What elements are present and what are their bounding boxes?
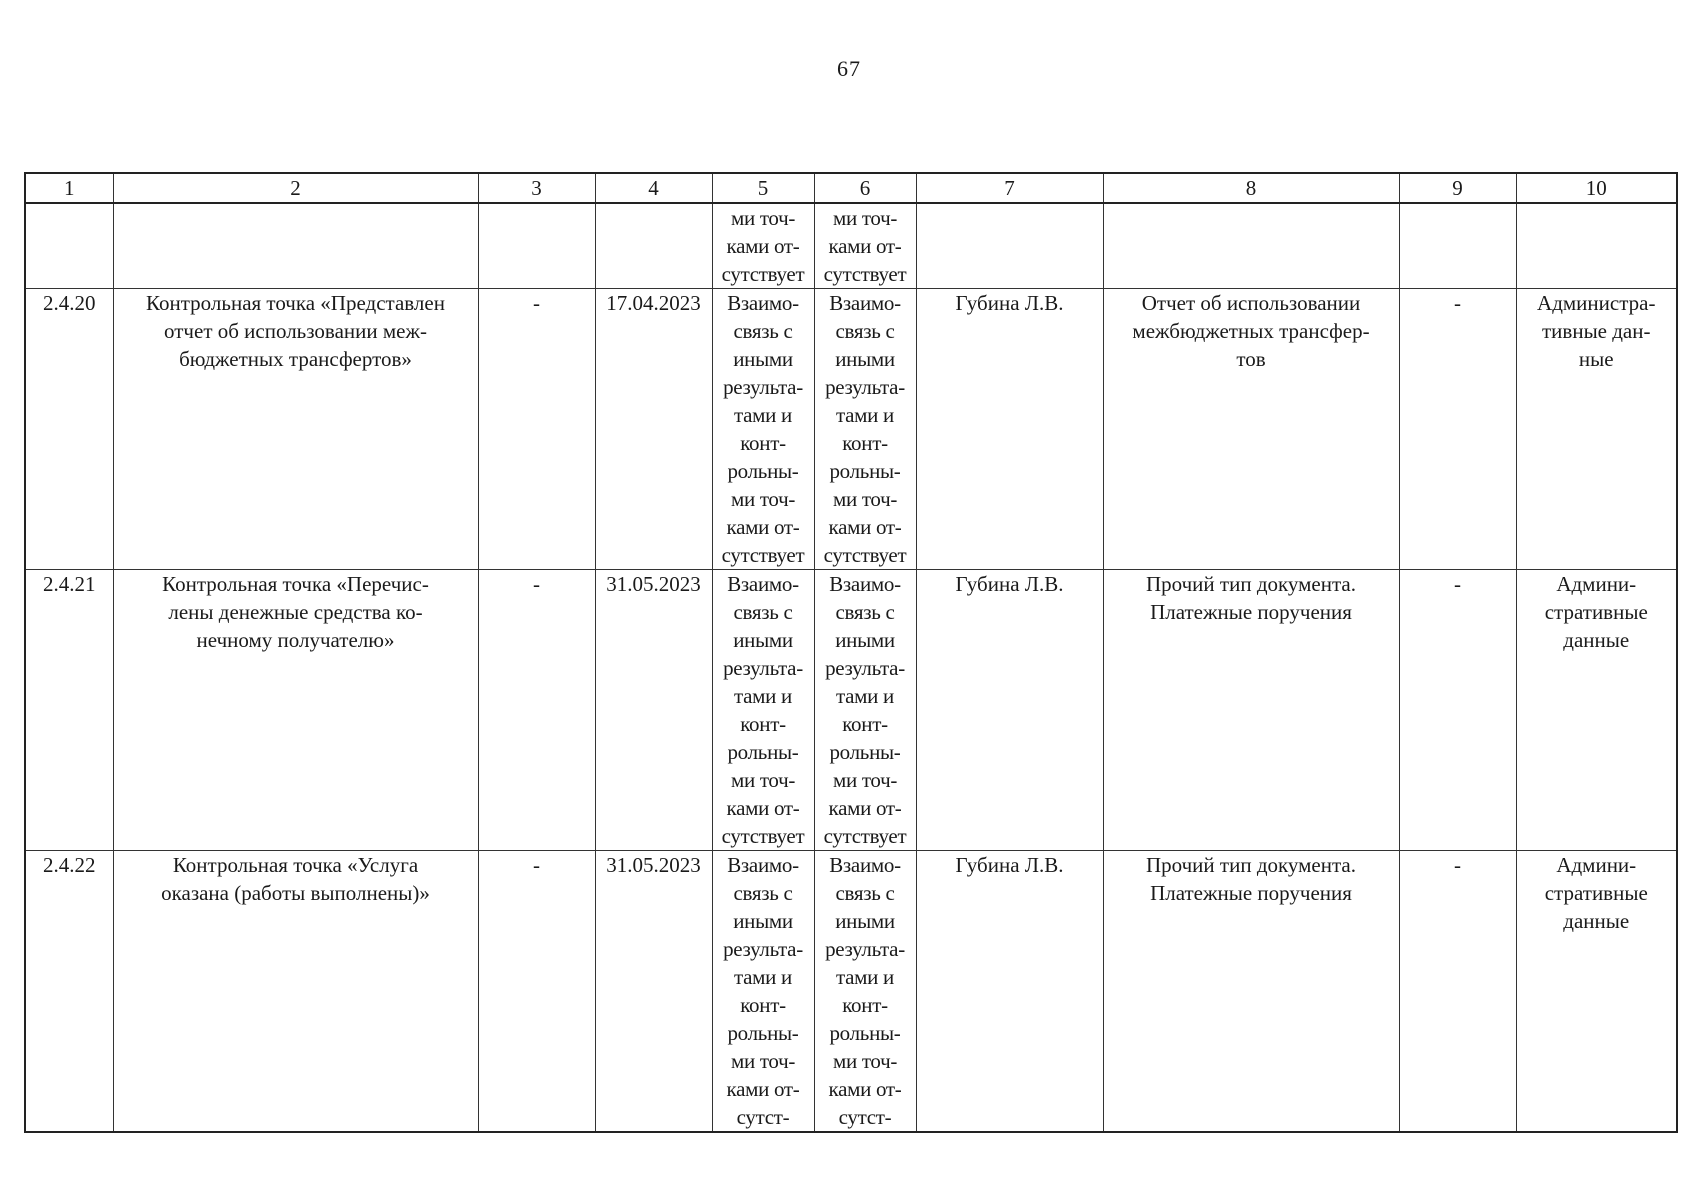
table-row-continuation	[25, 203, 1677, 289]
cell-name: Контрольная точка «Перечис- лены денежные средства ко- нечному получателю»	[113, 570, 478, 851]
cell-document: Прочий тип документа. Платежные поручения	[1103, 851, 1399, 1133]
cell-date	[595, 203, 712, 289]
cell-source: Админи- стративные данные	[1516, 570, 1677, 851]
cell-col3: -	[478, 851, 595, 1133]
cell-relation-6: Взаимо- связь с иными результа- тами и конт- рольны- ми точ- ками от- сутствует	[814, 289, 916, 570]
cell-relation-5: ми точ- ками от- сутствует	[712, 203, 814, 289]
cell-col9	[1399, 203, 1516, 289]
column-header-2: 2	[113, 173, 478, 203]
column-header-6: 6	[814, 173, 916, 203]
table-row	[25, 289, 1677, 570]
cell-col9: -	[1399, 570, 1516, 851]
control-points-table	[24, 172, 1678, 1133]
table-row	[25, 851, 1677, 1133]
cell-date: 17.04.2023	[595, 289, 712, 570]
cell-col9: -	[1399, 851, 1516, 1133]
column-header-7: 7	[916, 173, 1103, 203]
table-header-row	[25, 173, 1677, 203]
cell-document	[1103, 203, 1399, 289]
cell-relation-6: Взаимо- связь с иными результа- тами и конт- рольны- ми точ- ками от- сутст-	[814, 851, 916, 1133]
cell-responsible	[916, 203, 1103, 289]
cell-num	[25, 203, 113, 289]
cell-relation-5: Взаимо- связь с иными результа- тами и конт- рольны- ми точ- ками от- сутствует	[712, 570, 814, 851]
column-header-4: 4	[595, 173, 712, 203]
cell-date: 31.05.2023	[595, 851, 712, 1133]
page-number: 67	[837, 56, 861, 81]
cell-num: 2.4.22	[25, 851, 113, 1133]
cell-date: 31.05.2023	[595, 570, 712, 851]
column-header-9: 9	[1399, 173, 1516, 203]
cell-source: Администра- тивные дан- ные	[1516, 289, 1677, 570]
cell-relation-5: Взаимо- связь с иными результа- тами и конт- рольны- ми точ- ками от- сутст-	[712, 851, 814, 1133]
column-header-1: 1	[25, 173, 113, 203]
cell-name	[113, 203, 478, 289]
cell-name: Контрольная точка «Услуга оказана (работы выполнены)»	[113, 851, 478, 1133]
cell-num: 2.4.20	[25, 289, 113, 570]
cell-responsible: Губина Л.В.	[916, 570, 1103, 851]
cell-relation-6: Взаимо- связь с иными результа- тами и конт- рольны- ми точ- ками от- сутствует	[814, 570, 916, 851]
table-row	[25, 570, 1677, 851]
cell-source: Админи- стративные данные	[1516, 851, 1677, 1133]
column-header-10: 10	[1516, 173, 1677, 203]
column-header-5: 5	[712, 173, 814, 203]
column-header-8: 8	[1103, 173, 1399, 203]
cell-col9: -	[1399, 289, 1516, 570]
cell-document: Отчет об использовании межбюджетных трансфер- тов	[1103, 289, 1399, 570]
cell-col3	[478, 203, 595, 289]
cell-name: Контрольная точка «Представлен отчет об использовании меж- бюджетных трансфертов»	[113, 289, 478, 570]
cell-col3: -	[478, 289, 595, 570]
cell-num: 2.4.21	[25, 570, 113, 851]
cell-relation-6: ми точ- ками от- сутствует	[814, 203, 916, 289]
cell-document: Прочий тип документа. Платежные поручения	[1103, 570, 1399, 851]
column-header-3: 3	[478, 173, 595, 203]
cell-relation-5: Взаимо- связь с иными результа- тами и конт- рольны- ми точ- ками от- сутствует	[712, 289, 814, 570]
cell-responsible: Губина Л.В.	[916, 289, 1103, 570]
cell-responsible: Губина Л.В.	[916, 851, 1103, 1133]
cell-col3: -	[478, 570, 595, 851]
cell-source	[1516, 203, 1677, 289]
